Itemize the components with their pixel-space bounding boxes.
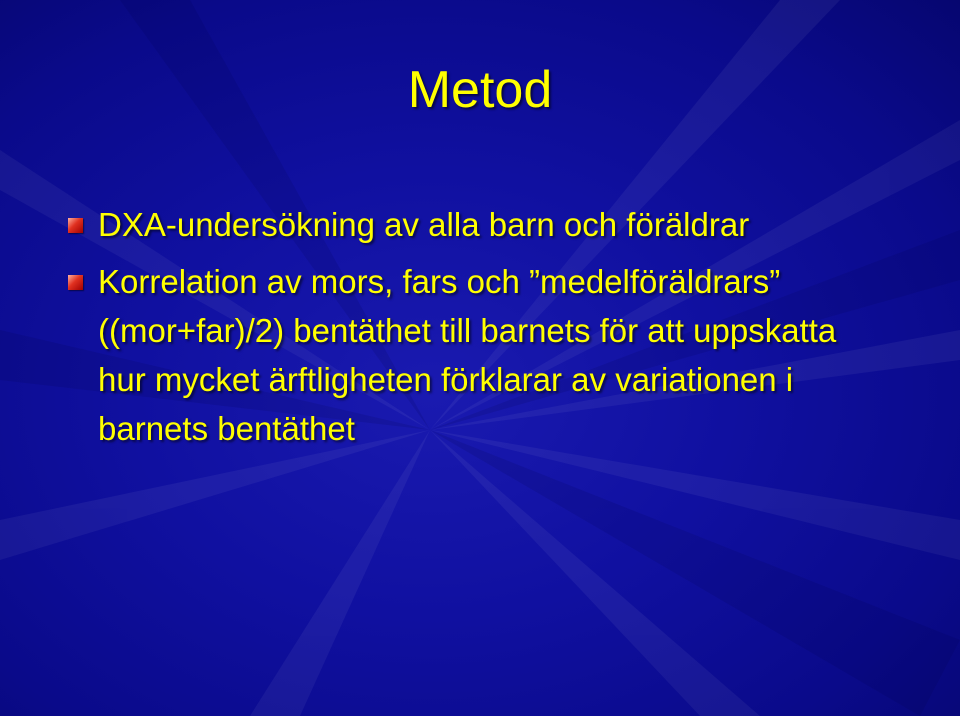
- red-square-bullet-icon: [68, 218, 83, 233]
- bullet-text: DXA-undersökning av alla barn och föräldrar: [98, 206, 750, 243]
- bullet-item: [68, 257, 888, 453]
- bullet-list: [68, 200, 888, 461]
- bullet-item: [68, 200, 888, 249]
- bullet-text: Korrelation av mors, fars och ”medelföräldrars” ((mor+far)/2) bentäthet till barnets för att uppskatta hur mycket ärftligheten förklarar av variationen i barnets bentäthet: [98, 263, 837, 447]
- red-square-bullet-icon: [68, 275, 83, 290]
- slide-title: Metod: [407, 61, 553, 119]
